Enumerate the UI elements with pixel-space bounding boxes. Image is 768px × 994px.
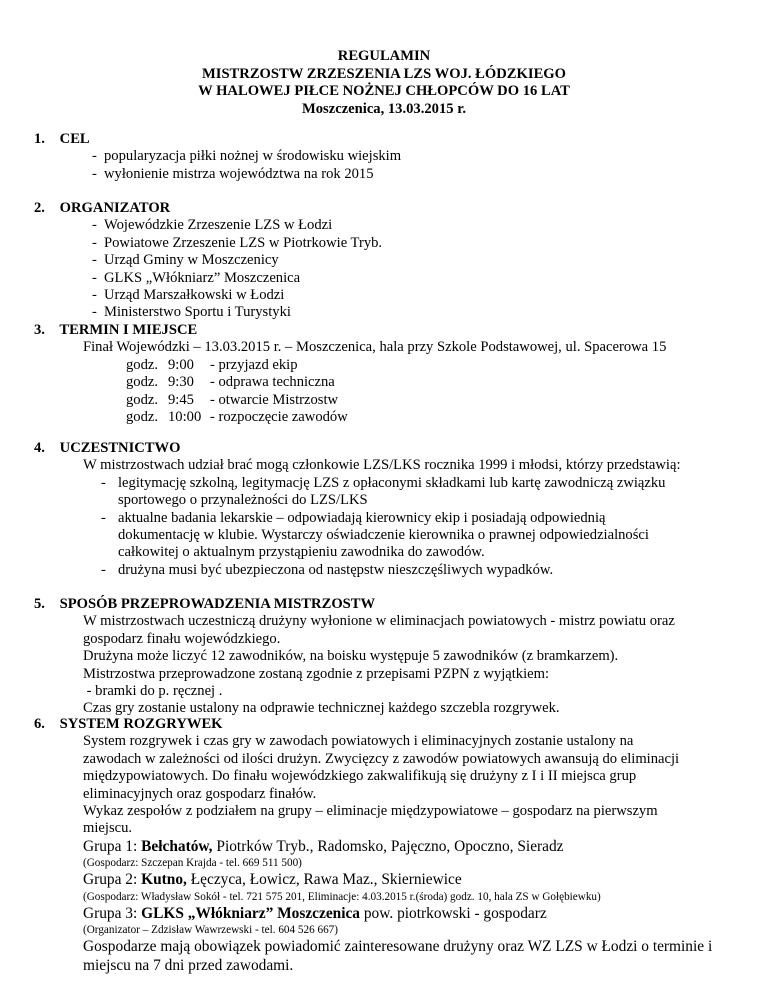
schedule-row: godz. 9:00 - przyjazd ekip (126, 356, 298, 373)
title-line-1: REGULAMIN (337, 48, 431, 64)
title-line-4: Moszczenica, 13.03.2015 r. (301, 100, 466, 117)
schedule-row: godz. 9:30 - odprawa techniczna (126, 374, 335, 391)
paragraph-line: miejscu. (83, 820, 133, 837)
list-item: - Ministerstwo Sportu i Turystyki (92, 304, 291, 321)
paragraph-line: - bramki do p. ręcznej . (83, 683, 223, 700)
section-heading: 2. ORGANIZATOR (34, 200, 171, 216)
section-heading: 6. SYSTEM ROZGRYWEK (34, 716, 223, 732)
list-item-continuation: sportowego o przynależności do LZS/LKS (118, 492, 368, 509)
list-item: - Wojewódzkie Zrzeszenie LZS w Łodzi (92, 217, 333, 234)
section-heading: 4. UCZESTNICTWO (34, 440, 181, 456)
list-item: - legitymację szkolną, legitymację LZS z opłaconymi składkami lub kartę zawodniczą związku (101, 474, 666, 491)
list-item: - aktualne badania lekarskie – odpowiadają kierownicy ekip i posiadają odpowiednią (101, 509, 606, 526)
group-2-note: (Gospodarz: Władysław Sokół - tel. 721 575 201, Eliminacje: 4.03.2015 r.(środa) godz. 10, hala ZS w Gołębiewku) (83, 890, 601, 903)
section-heading: 1. CEL (34, 131, 90, 147)
list-item: - wyłonienie mistrza województwa na rok 2015 (92, 165, 374, 182)
paragraph-line: Czas gry zostanie ustalony na odprawie technicznej każdego szczebla rozgrywek. (83, 700, 560, 717)
group-3: Grupa 3: GLKS „Włókniarz” Moszczenica pow. piotrkowski - gospodarz (83, 904, 547, 922)
section-heading: 3. TERMIN I MIEJSCE (34, 322, 198, 338)
section-termin (34, 322, 734, 426)
paragraph-line: miejscu na 7 dni przed zawodami. (83, 956, 294, 974)
schedule-row: godz. 10:00 - rozpoczęcie zawodów (126, 409, 348, 426)
paragraph-line: Gospodarze mają obowiązek powiadomić zainteresowane drużyny oraz WZ LZS w Łodzi o terminie i (83, 938, 713, 956)
section-sposob (34, 596, 734, 718)
paragraph-line: W mistrzostwach uczestniczą drużyny wyłonione w eliminacjach powiatowych - mistrz powiatu oraz (83, 613, 675, 630)
group-3-note: (Organizator – Zdzisław Wawrzewski - tel. 604 526 667) (83, 924, 338, 937)
paragraph-line: Wykaz zespołów z podziałem na grupy – eliminacje międzypowiatowe – gospodarz na pierwszym (83, 803, 658, 820)
list-item: - drużyna musi być ubezpieczona od następstw nieszczęśliwych wypadków. (101, 561, 554, 578)
list-item: - Powiatowe Zrzeszenie LZS w Piotrkowie Tryb. (92, 234, 383, 251)
document-title (0, 48, 768, 118)
title-line-3: W HALOWEJ PIŁCE NOŻNEJ CHŁOPCÓW DO 16 LAT (198, 83, 570, 100)
group-2: Grupa 2: Kutno, Łęczyca, Łowicz, Rawa Maz., Skierniewice (83, 871, 462, 889)
section-uczestnictwo (34, 440, 734, 579)
group-1-note: (Gospodarz: Szczepan Krajda - tel. 669 511 500) (83, 857, 302, 870)
participation-intro: W mistrzostwach udział brać mogą członkowie LZS/LKS rocznika 1999 i młodsi, którzy przedstawią: (83, 457, 681, 474)
paragraph-line: eliminacyjnych oraz gospodarz finałów. (83, 785, 317, 802)
paragraph-line: gospodarz finału wojewódzkiego. (83, 630, 281, 647)
paragraph-line: System rozgrywek i czas gry w zawodach powiatowych i eliminacyjnych zostanie ustalony na (83, 733, 634, 750)
paragraph-line: zawodach w zależności od ilości drużyn. Zwycięzcy z zawodów powiatowych awansują do eliminacji (83, 750, 680, 767)
list-item-continuation: całkowitej o aktualnym przystąpieniu zawodnika do zawodów. (118, 544, 485, 561)
section-organizator (34, 200, 734, 322)
section-cel (34, 131, 734, 183)
paragraph-line: międzypowiatowych. Do finału wojewódzkiego zakwalifikują się drużyny z I i II miejsca grup (83, 768, 637, 785)
list-item: - popularyzacja piłki nożnej w środowisku wiejskim (92, 148, 402, 165)
list-item: - Urząd Marszałkowski w Łodzi (92, 287, 285, 304)
section-system (34, 716, 734, 975)
list-item: - GLKS „Włókniarz” Moszczenica (92, 269, 301, 286)
section-heading: 5. SPOSÓB PRZEPROWADZENIA MISTRZOSTW (34, 596, 376, 612)
final-info: Finał Wojewódzki – 13.03.2015 r. – Moszczenica, hala przy Szkole Podstawowej, ul. Spacerowa 15 (83, 339, 667, 356)
list-item: - Urząd Gminy w Moszczenicy (92, 252, 279, 269)
list-item-continuation: dokumentację w klubie. Wystarczy oświadczenie kierownika o prawnej odpowiedzialności (118, 527, 649, 544)
paragraph-line: Mistrzostwa przeprowadzone zostaną zgodnie z przepisami PZPN z wyjątkiem: (83, 665, 550, 682)
schedule-row: godz. 9:45 - otwarcie Mistrzostw (126, 391, 339, 408)
paragraph-line: Drużyna może liczyć 12 zawodników, na boisku występuje 5 zawodników (z bramkarzem). (83, 648, 619, 665)
group-1: Grupa 1: Bełchatów, Piotrków Tryb., Radomsko, Pajęczno, Opoczno, Sieradz (83, 837, 564, 855)
title-line-2: MISTRZOSTW ZRZESZENIA LZS WOJ. ŁÓDZKIEGO (201, 65, 567, 82)
